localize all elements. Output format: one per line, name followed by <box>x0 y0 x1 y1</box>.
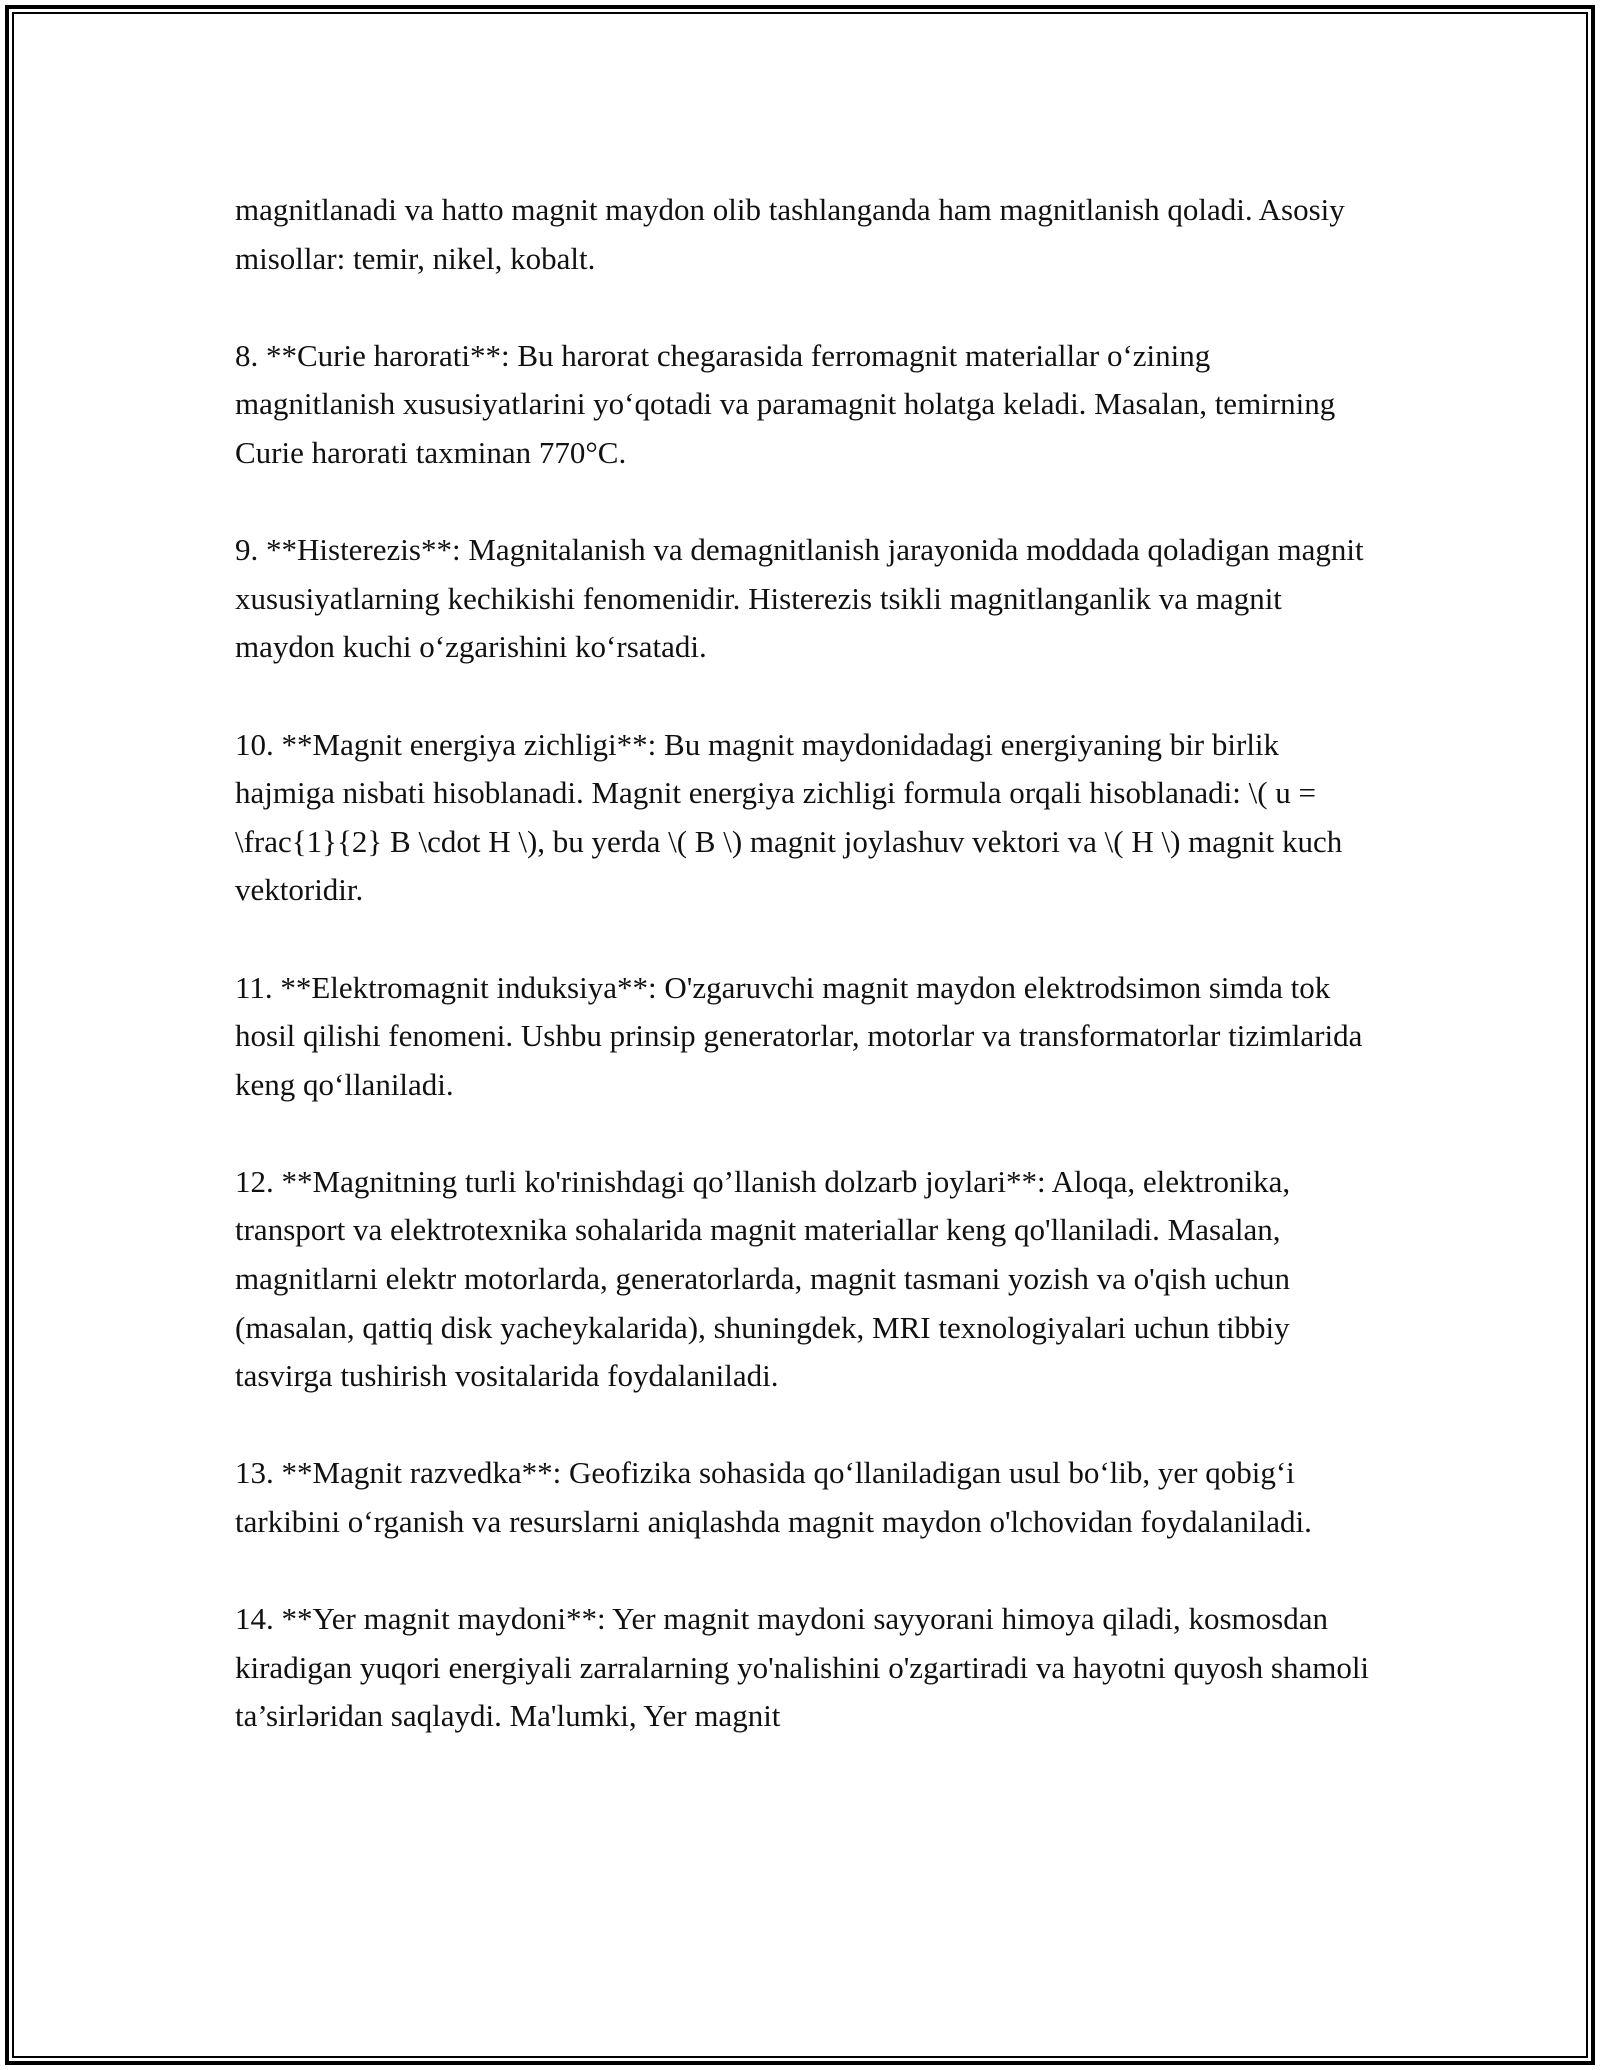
paragraph-curie-temperature: 8. **Curie harorati**: Bu harorat chegarasida ferromagnit materiallar o‘zining magnitlanish xususiyatlarini yo‘qotadi va paramagnit holatga keladi. Masalan, temirning Curie harorati taxminan 770°C. <box>235 337 1336 470</box>
paragraph-hysteresis: 9. **Histerezis**: Magnitalanish va demagnitlanish jarayonida moddada qoladigan magnit xususiyatlarning kechikishi fenomenidir. Histerezis tsikli magnitlanganlik va magnit maydon kuchi o‘zgarishini ko‘rsatadi. <box>235 532 1364 665</box>
paragraph-magnetic-exploration: 13. **Magnit razvedka**: Geofizika sohasida qo‘llaniladigan usul bo‘lib, yer qobig‘i tarkibini o‘rganish va resurslarni aniqlashda magnit maydon o'lchovidan foydalaniladi. <box>235 1455 1312 1540</box>
paragraph-earth-magnetic-field: 14. **Yer magnit maydoni**: Yer magnit maydoni sayyorani himoya qiladi, kosmosdan kiradigan yuqori energiyali zarralarning yo'nalishini o'zgartiradi va hayotni quyosh shamoli ta’sirləridan saqlaydi. Ma'lumki, Yer magnit <box>235 1601 1370 1734</box>
paragraph-electromagnetic-induction: 11. **Elektromagnit induksiya**: O'zgaruvchi magnit maydon elektrodsimon simda tok hosil qilishi fenomeni. Ushbu prinsip generatorlar, motorlar va transformatorlar tizimlarida keng qo‘llaniladi. <box>235 969 1363 1102</box>
paragraph-ferromagnetism-continued: magnitlanadi va hatto magnit maydon olib tashlanganda ham magnitlanish qoladi. Asosiy misollar: temir, nikel, kobalt. <box>235 192 1345 276</box>
document-body <box>235 186 1375 1741</box>
paragraph-magnet-applications: 12. **Magnitning turli ko'rinishdagi qo’llanish dolzarb joylari**: Aloqa, elektronika, transport va elektrotexnika sohalarida magnit materiallar keng qo'llaniladi. Masalan, magnitlarni elektr motorlarda, generatorlarda, magnit tasmani yozish va o'qish uchun (masalan, qattiq disk yacheykalarida), shuningdek, MRI texnologiyalari uchun tibbiy tasvirga tushirish vositalarida foydalaniladi. <box>235 1163 1291 1394</box>
paragraph-magnetic-energy-density: 10. **Magnit energiya zichligi**: Bu magnit maydonidadagi energiyaning bir birlik hajmiga nisbati hisoblanadi. Magnit energiya zichligi formula orqali hisoblanadi: \( u = \frac{1}{2} B \cdot H \), bu yerda \( B \) magnit joylashuv vektori va \( H \) magnit kuch vektoridir. <box>235 726 1343 908</box>
